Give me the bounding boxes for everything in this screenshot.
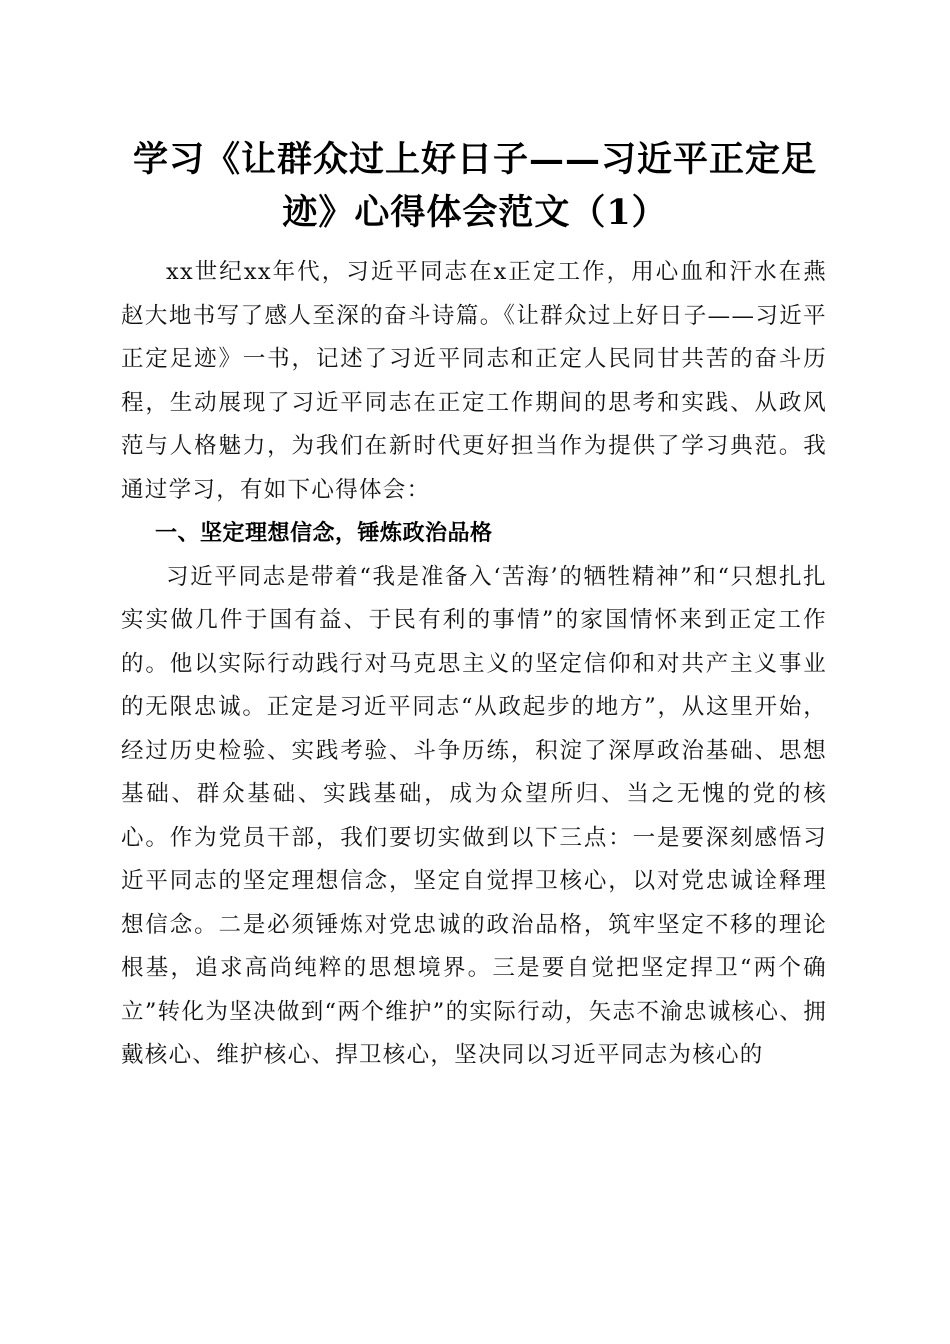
document-title <box>100 133 850 239</box>
title-line-1: 学习《让群众过上好日子——习近平正定足 <box>132 139 817 180</box>
intro-paragraph: xx世纪xx年代，习近平同志在x正定工作，用心血和汗水在燕赵大地书写了感人至深的奋斗诗篇。《让群众过上好日子——习近平正定足迹》一书，记述了习近平同志和正定人民同甘共苦的奋斗历程，生动展现了习近平同志在正定工作期间的思考和实践、从政风范与人格魅力，为我们在新时代更好担当作为提供了学习典范。我通过学习，有如下心得体会： <box>121 259 827 503</box>
section-heading-1: 一、坚定理想信念，锤炼政治品格 <box>155 521 493 546</box>
document-body <box>121 251 827 1078</box>
section-1-paragraph: 习近平同志是带着“我是准备入‘苦海’的牺牲精神”和“只想扎扎实实做几件于国有益、于民有利的事情”的家国情怀来到正定工作的。他以实际行动践行对马克思主义的坚定信仰和对共产主义事业的无限忠诚。正定是习近平同志“从政起步的地方”，从这里开始，经过历史检验、实践考验、斗争历练，积淀了深厚政治基础、思想基础、群众基础、实践基础，成为众望所归、当之无愧的党的核心。作为党员干部，我们要切实做到以下三点：一是要深刻感悟习近平同志的坚定理想信念，坚定自觉捍卫核心，以对党忠诚诠释理想信念。二是必须锤炼对党忠诚的政治品格，筑牢坚定不移的理论根基，追求高尚纯粹的思想境界。三是要自觉把坚定捍卫“两个确立”转化为坚决做到“两个维护”的实际行动，矢志不渝忠诚核心、拥戴核心、维护核心、捍卫核心，坚决同以习近平同志为核心的 <box>121 563 827 1068</box>
title-line-2: 迹》心得体会范文（1） <box>282 192 668 233</box>
